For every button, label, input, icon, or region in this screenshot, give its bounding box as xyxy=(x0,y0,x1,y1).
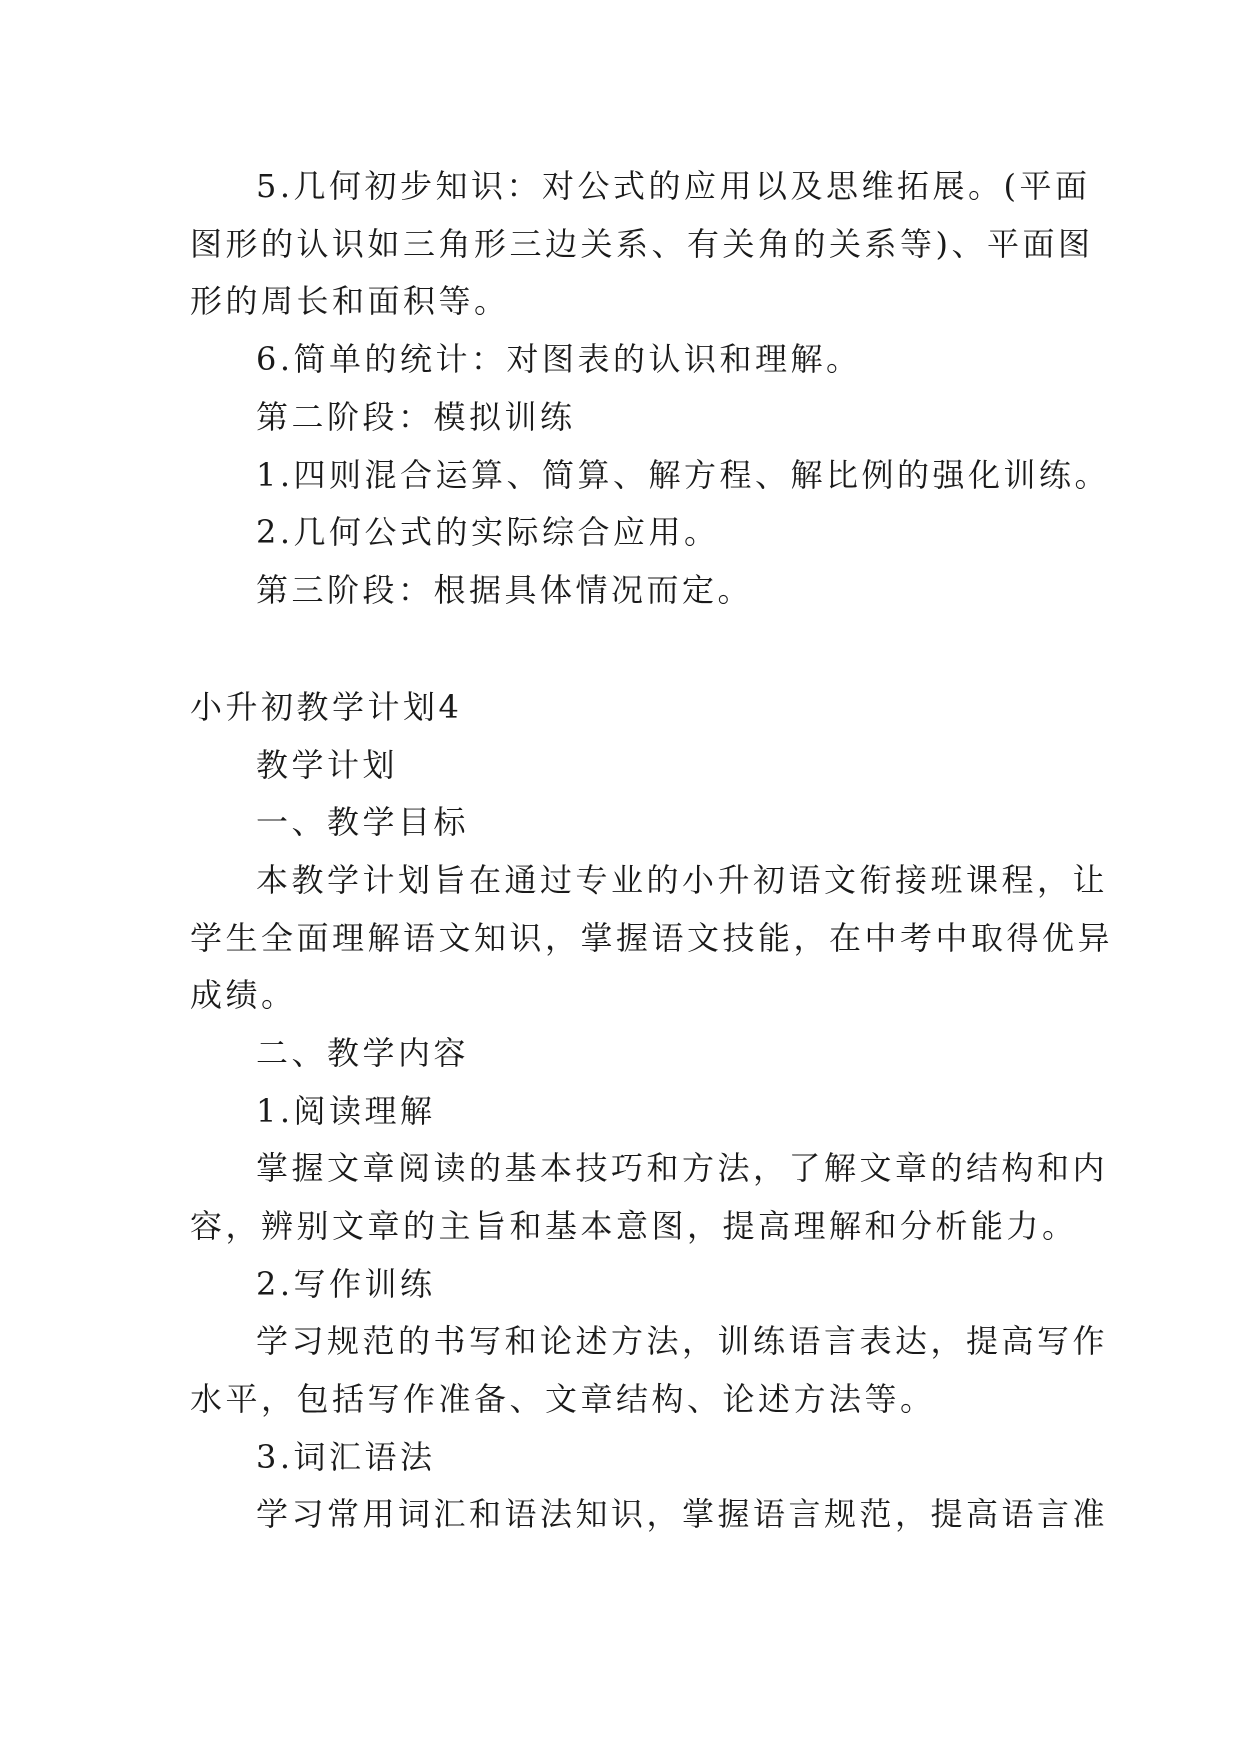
text-line: 形的周长和面积等。 xyxy=(190,282,510,320)
subsection-heading: 3.词汇语法 xyxy=(256,1438,436,1476)
text-line: 本教学计划旨在通过专业的小升初语文衔接班课程，让 xyxy=(256,861,1109,899)
text-line: 图形的认识如三角形三边关系、有关角的关系等)、平面图 xyxy=(190,225,1094,263)
text-line: 学习规范的书写和论述方法，训练语言表达，提高写作 xyxy=(256,1322,1109,1360)
text-line: 容，辨别文章的主旨和基本意图，提高理解和分析能力。 xyxy=(190,1207,1078,1245)
text-line: 1.四则混合运算、简算、解方程、解比例的强化训练。 xyxy=(256,456,1111,494)
text-line: 水平，包括写作准备、文章结构、论述方法等。 xyxy=(190,1380,936,1418)
section-heading: 第二阶段：模拟训练 xyxy=(256,398,576,436)
text-line: 学生全面理解语文知识，掌握语文技能，在中考中取得优异 xyxy=(190,919,1114,957)
section-heading: 二、教学内容 xyxy=(256,1034,470,1072)
text-line: 5.几何初步知识：对公式的应用以及思维拓展。(平面 xyxy=(256,167,1091,205)
section-heading: 一、教学目标 xyxy=(256,803,470,841)
section-heading: 第三阶段：根据具体情况而定。 xyxy=(256,571,754,609)
text-line: 2.几何公式的实际综合应用。 xyxy=(256,513,720,551)
section-heading: 教学计划 xyxy=(256,746,399,784)
text-line: 掌握文章阅读的基本技巧和方法，了解文章的结构和内 xyxy=(256,1149,1109,1187)
text-line: 学习常用词汇和语法知识，掌握语言规范，提高语言准 xyxy=(256,1495,1109,1533)
subsection-heading: 2.写作训练 xyxy=(256,1265,436,1303)
subsection-heading: 1.阅读理解 xyxy=(256,1092,436,1130)
text-line: 6.简单的统计：对图表的认识和理解。 xyxy=(256,340,862,378)
text-line: 成绩。 xyxy=(190,976,297,1014)
document-title: 小升初教学计划4 xyxy=(190,688,463,726)
